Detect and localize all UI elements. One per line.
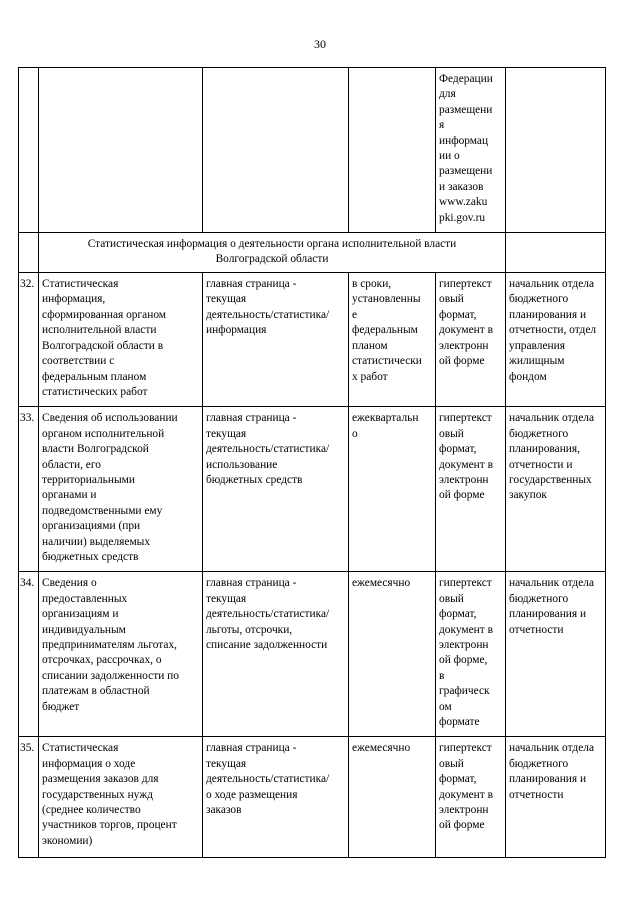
row-format [436, 737, 506, 858]
row-location [203, 572, 349, 737]
row-location-text: главная страница - текущая деятельность/статистика/ информация [206, 278, 330, 337]
row-responsible-text: начальник отдела бюджетного планирования и отчетности [509, 577, 594, 636]
row-location [203, 273, 349, 407]
cell-name [39, 68, 203, 233]
row-format-text: гипертекст овый формат, документ в электронн ой форме, в графическ ом формате [439, 577, 493, 729]
section-header-row [19, 233, 606, 273]
cell-responsible [506, 68, 606, 233]
row-period [349, 737, 436, 858]
row-number: 32. [19, 273, 39, 407]
row-location [203, 407, 349, 572]
row-responsible [506, 273, 606, 407]
table-row [19, 407, 606, 572]
cell-num [19, 68, 39, 233]
row-name [39, 572, 203, 737]
section-title-text: Статистическая информация о деятельности органа исполнительной власти Волгоградской области [87, 238, 457, 266]
cell-location [203, 68, 349, 233]
row-responsible [506, 407, 606, 572]
format-text: Федерации для размещени я информац ии о размещени и заказов www.zaku pki.gov.ru [439, 73, 493, 224]
row-period-text: ежемесячно [352, 742, 411, 755]
row-location-text: главная страница - текущая деятельность/статистика/ использование бюджетных средств [206, 412, 330, 486]
row-number: 35. [19, 737, 39, 858]
row-responsible-text: начальник отдела бюджетного планирования и отчетности, отдел управления жилищным фондом [509, 278, 597, 383]
page-number: 30 [314, 37, 326, 51]
cell-format [436, 68, 506, 233]
table-row-continuation [19, 68, 606, 233]
row-name-text: Сведения об использовании органом исполнительной власти Волгоградской области, его территориальными органами и подведомственными ему организациями (при наличии) выделяемых бюджетных средств [42, 412, 178, 563]
row-period-text: в сроки, установленны е федеральным планом статистически х работ [352, 278, 422, 383]
table-row [19, 273, 606, 407]
row-period [349, 273, 436, 407]
row-name [39, 737, 203, 858]
row-period-text: ежеквартальн о [352, 412, 419, 440]
row-name [39, 407, 203, 572]
row-period [349, 407, 436, 572]
row-name-text: Статистическая информация, сформированная органом исполнительной власти Волгоградской области в соответствии с федеральным планом статистических работ [42, 278, 167, 398]
table-row [19, 737, 606, 858]
cell-responsible [506, 233, 606, 273]
row-format-text: гипертекст овый формат, документ в электронн ой форме [439, 412, 493, 502]
row-number: 34. [19, 572, 39, 737]
row-format-text: гипертекст овый формат, документ в электронн ой форме [439, 278, 493, 368]
row-name [39, 273, 203, 407]
row-number: 33. [19, 407, 39, 572]
cell-period [349, 68, 436, 233]
section-title [39, 233, 506, 273]
table-row [19, 572, 606, 737]
row-name-text: Статистическая информация о ходе размещения заказов для государственных нужд (среднее количество участников торгов, процент экономии) [42, 742, 177, 847]
row-period [349, 572, 436, 737]
row-location-text: главная страница - текущая деятельность/статистика/ льготы, отсрочки, списание задолженности [206, 577, 330, 651]
row-location-text: главная страница - текущая деятельность/статистика/ о ходе размещения заказов [206, 742, 330, 817]
row-responsible-text: начальник отдела бюджетного планирования, отчетности и государственных закупок [509, 412, 594, 502]
row-responsible [506, 737, 606, 858]
row-name-text: Сведения о предоставленных организациям и индивидуальным предпринимателям льготах, отсрочках, рассрочках, о списании задолженности по платежам в областной бюджет [42, 577, 179, 713]
row-format-text: гипертекст овый формат, документ в электронн ой форме [439, 742, 493, 832]
row-format [436, 572, 506, 737]
row-format [436, 273, 506, 407]
row-period-text: ежемесячно [352, 577, 411, 590]
cell-num [19, 233, 39, 273]
information-table [18, 67, 606, 858]
row-location [203, 737, 349, 858]
row-responsible-text: начальник отдела бюджетного планирования и отчетности [509, 742, 594, 801]
row-format [436, 407, 506, 572]
row-responsible [506, 572, 606, 737]
